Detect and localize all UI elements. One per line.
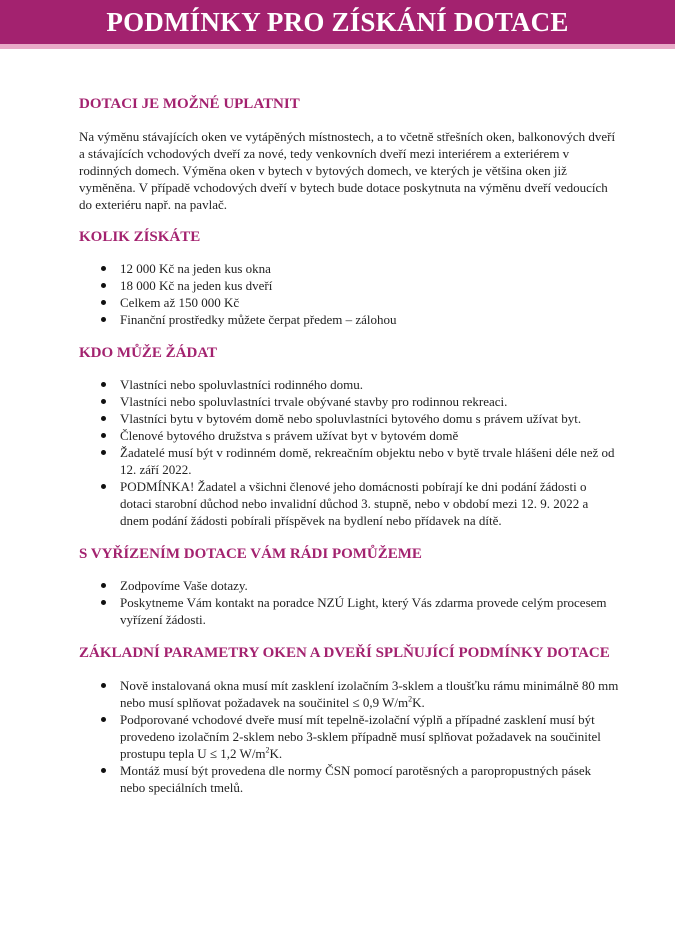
kolik-list [79,260,619,328]
list-item: Celkem až 150 000 Kč [79,294,619,311]
superscript: 2 [265,745,270,755]
kdo-list [79,376,619,529]
list-item: Členové bytového družstva s právem užívat byt v bytovém domě [79,427,619,444]
list-item: Vlastníci bytu v bytovém domě nebo spoluvlastníci bytového domu s právem užívat byt. [79,410,619,427]
section-heading-pomuzeme: S VYŘÍZENÍM DOTACE VÁM RÁDI POMŮŽEME [79,546,422,562]
list-item: Vlastníci nebo spoluvlastníci rodinného domu. [79,376,619,393]
list-item: Zodpovíme Vaše dotazy. [79,577,619,594]
title-banner [0,0,675,44]
list-item [79,711,619,762]
item-text-end: K. [269,746,283,761]
item-text: Podporované vchodové dveře musí mít tepelně-izolační výplň a případné zasklení musí být provedeno izolačním 2-sklem nebo 3-sklem případně musí splňovat požadavek na součinitel prostupu tepla U ≤ 1,2 W/m [120,712,601,761]
list-item: Vlastníci nebo spoluvlastníci trvale obývané stavby pro rodinnou rekreaci. [79,393,619,410]
superscript: 2 [408,694,413,704]
parametry-list [79,677,619,796]
list-item [79,677,619,711]
list-item: PODMÍNKA! Žadatel a všichni členové jeho domácnosti pobírají ke dni podání žádosti o dotaci starobní důchod nebo invalidní důchod 3. stupně, nebo v období mezi 12. 9. 2022 a dnem podání žádosti pobírali příspěvek na bydlení nebo přídavek na dítě. [79,478,619,529]
list-item: 18 000 Kč na jeden kus dveří [79,277,619,294]
pomuzeme-list [79,577,619,628]
item-text: Nově instalovaná okna musí mít zasklení izolačním 3-sklem a tloušťku rámu minimálně 80 mm nebo musí splňovat požadavek na součinitel ≤ 0,9 W/m [120,678,619,710]
section-heading-uplatnit: DOTACI JE MOŽNÉ UPLATNIT [79,96,300,112]
section-heading-kolik: KOLIK ZÍSKÁTE [79,229,201,245]
section-heading-kdo: KDO MŮŽE ŽÁDAT [79,345,218,361]
uplatnit-text: Na výměnu stávajících oken ve vytápěných místnostech, a to včetně střešních oken, balkonových dveří a stávajících vchodových dveří za nové, tedy venkovních dveří mezi interiérem a exteriérem v rodinných domech. Výměna oken v bytech v bytových domech, ve kterých je většina oken již vyměněna. V případě vchodových dveří v bytech bude dotace poskytnuta na výměnu dveří vedoucích do exteriéru např. na pavlač. [79,129,616,212]
list-item: Poskytneme Vám kontakt na poradce NZÚ Light, který Vás zdarma provede celým procesem vyřízení žádosti. [79,594,619,628]
page-title: PODMÍNKY PRO ZÍSKÁNÍ DOTACE [106,6,569,37]
list-item: Žadatelé musí být v rodinném domě, rekreačním objektu nebo v bytě trvale hlášeni déle než od 12. září 2022. [79,444,619,478]
section-heading-parametry: ZÁKLADNÍ PARAMETRY OKEN A DVEŘÍ SPLŇUJÍCÍ PODMÍNKY DOTACE [79,645,610,661]
list-item: Finanční prostředky můžete čerpat předem – zálohou [79,311,619,328]
list-item: 12 000 Kč na jeden kus okna [79,260,619,277]
list-item: Montáž musí být provedena dle normy ČSN pomocí parotěsných a paropropustných pásek nebo speciálních tmelů. [79,762,619,796]
item-text-end: K. [412,695,425,710]
document-body [79,95,619,796]
banner-stripe [0,44,675,49]
